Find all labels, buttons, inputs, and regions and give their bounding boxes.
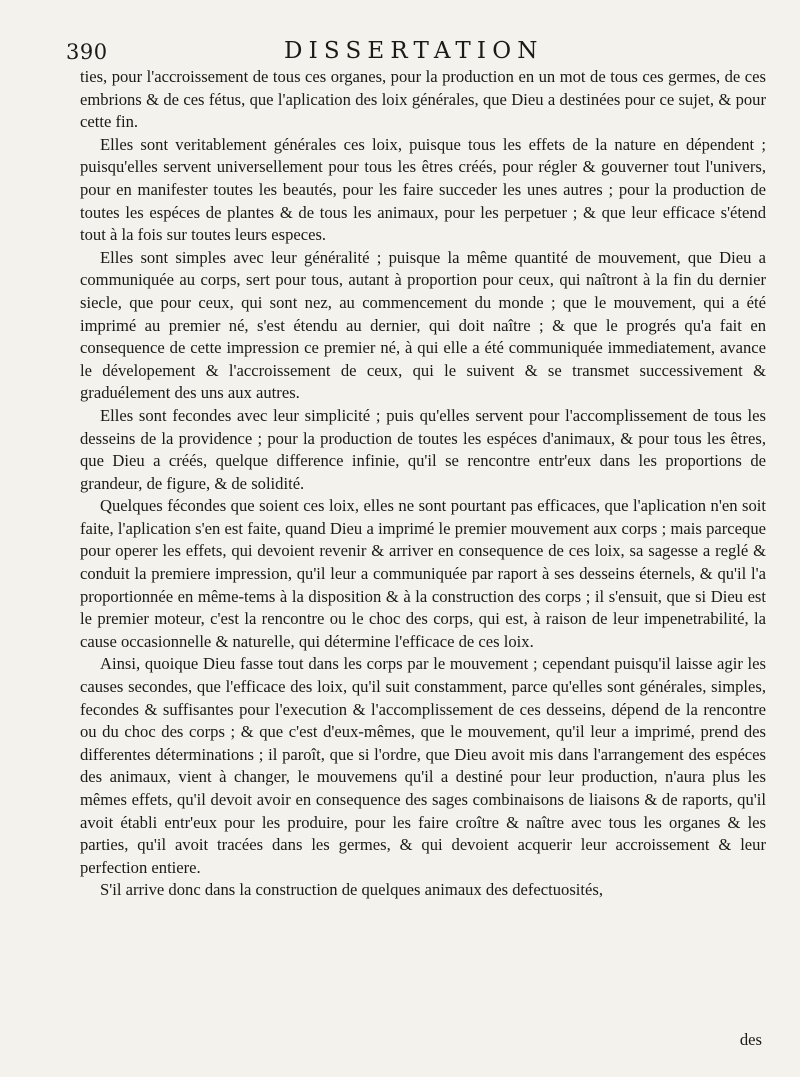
body-text <box>80 66 766 902</box>
paragraph-simples: Elles sont simples avec leur généralité ; puisque la même quantité de mouvement, que Dieu a communiquée au corps, sert pour tous, autant à proportion pour ceux, qui naîtront à la fin du dernier siecle, que pour ceux, qui sont nez, au commencement du monde ; que le mouvement, qui a été imprimé au premier né, s'est étendu au dernier, qui doit naître ; & que le progrés qu'a fait en consequence de cette impression ce premier né, à qui elle a été communiquée immediatement, avance le dévelopement & l'accroissement de ceux, qui le suivent & se transmet successivement & graduélement des uns aux autres. <box>80 247 766 403</box>
page-header <box>64 38 764 66</box>
catchword: des <box>739 1030 762 1049</box>
paragraph-efficaces: Quelques fécondes que soient ces loix, elles ne sont pourtant pas efficaces, que l'aplication n'en soit faite, l'aplication s'en est faite, quand Dieu a imprimé le premier mouvement aux corps ; mais parceque pour operer les effets, qui devoient revenir & arriver en consequence de ces loix, sa sagesse a reglé & conduit la premiere impression, qu'il leur a communiquée par raport à ses desseins éternels, & qu'il l'a proportionnée en même-tems à la disposition & à la construction des corps ; il s'ensuit, que si Dieu est le premier moteur, c'est la rencontre ou le choc des corps, qui est, à raison de leur impenetrabilité, la cause occasionnelle & naturelle, qui détermine l'efficace de ces loix. <box>80 496 766 651</box>
page-number: 390 <box>66 40 108 64</box>
running-title: DISSERTATION <box>284 38 544 64</box>
paragraph-generales: Elles sont veritablement générales ces loix, puisque tous les effets de la nature en dépendent ; puisqu'elles servent universellement pour tous les êtres créés, pour régler & gouverner tout l'univers, pour en manifester toutes les beautés, pour les faire succeder les unes autres ; pour la production de toutes les espéces de plantes & de tous les animaux, pour les perpetuer ; & que leur efficace s'étend tout à la fois sur toutes leurs especes. <box>80 134 766 245</box>
paragraph-continuation: ties, pour l'accroissement de tous ces organes, pour la production en un mot de tous ces germes, de ces embrions & de ces fétus, que l'aplication des loix générales, que Dieu a destinées pour ce sujet, & pour cette fin. <box>80 67 766 132</box>
paragraph-ainsi: Ainsi, quoique Dieu fasse tout dans les corps par le mouvement ; cependant puisqu'il laisse agir les causes secondes, que l'efficace des loix, qu'il suit constamment, parce qu'elles sont générales, simples, fecondes & suffisantes pour l'execution & l'accomplissement de ces desseins, dépend de la rencontre ou du choc des corps ; & que c'est d'eux-mêmes, que le mouvement, qu'il leur a imprimé, prend des differentes déterminations ; il paroît, que si l'ordre, que Dieu avoit mis dans l'arrangement des espéces des animaux, vient à changer, le mouvemens qu'il a destiné pour leur production, n'aura plus les mêmes effets, qu'il devoit avoir en consequence des sages combinaisons de liaisons & de raports, qu'il avoit établi entr'eux pour les produire, pour les faire croître & naître avec tous les organes & les parties, qu'il avoit tracées dans les germes, & qui devoient acquerir leur accroissement & leur perfection entiere. <box>80 654 766 877</box>
paragraph-defectuosites: S'il arrive donc dans la construction de quelques animaux des defectuosités, <box>100 880 603 900</box>
paragraph-fecondes: Elles sont fecondes avec leur simplicité ; puis qu'elles servent pour l'accomplissement de tous les desseins de la providence ; pour la production de toutes les espéces d'animaux, & pour tous les êtres, que Dieu a créés, quelque difference infinie, qu'il se rencontre entr'eux dans les proportions de grandeur, de figure, & de solidité. <box>80 405 766 493</box>
